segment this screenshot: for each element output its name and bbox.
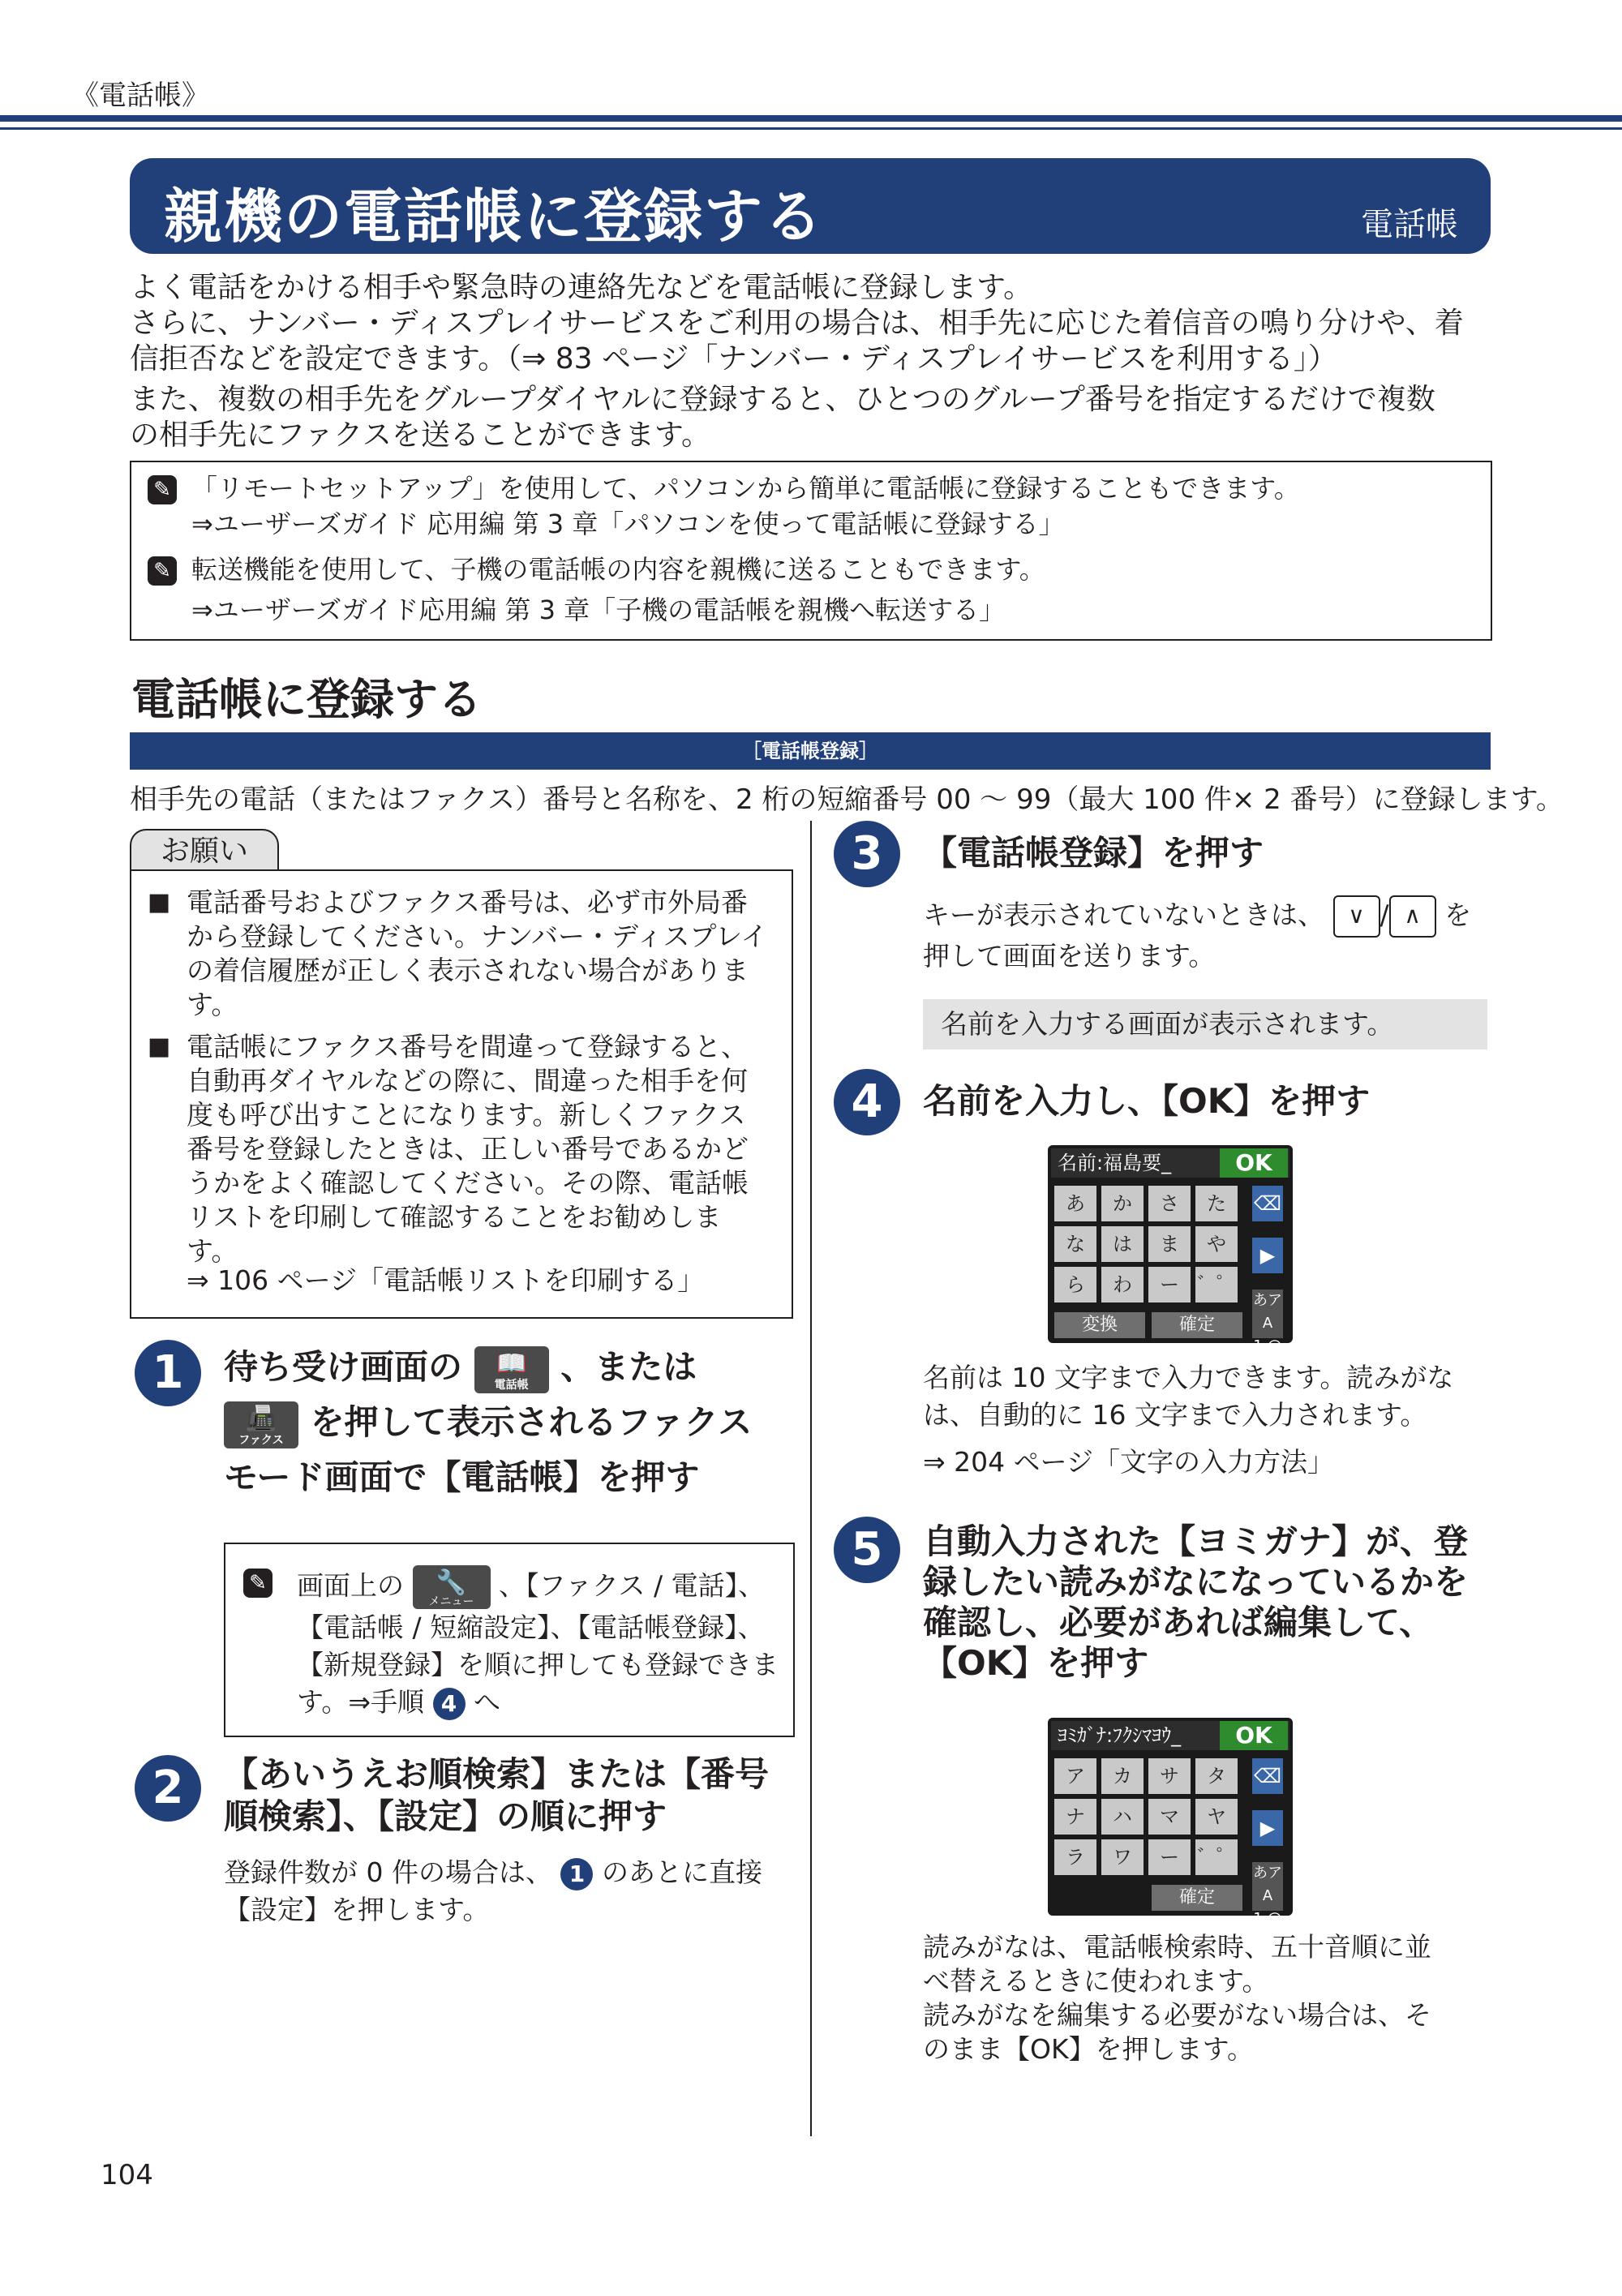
- step1-line: [224, 1340, 792, 1395]
- slash: /: [1380, 899, 1389, 931]
- step5-line: 【OK】を押す: [923, 1643, 1149, 1683]
- step5-title: [923, 1521, 1507, 1684]
- result-band: [923, 999, 1487, 1049]
- subnote-text-part: す。⇒手順: [297, 1686, 425, 1718]
- step1-title: [224, 1340, 792, 1505]
- subnote-text-part: 、【ファクス / 電話】、: [499, 1569, 766, 1602]
- lcd-key[interactable]: ー: [1148, 1839, 1191, 1875]
- lcd-key[interactable]: カ: [1101, 1758, 1144, 1794]
- intro-line: 信拒否などを設定できます。（⇒ 83 ページ「ナンバー・ディスプレイサービスを利用する」）: [130, 342, 1337, 376]
- lcd-ok-button[interactable]: OK: [1220, 1148, 1288, 1178]
- caution-tab: お願い: [130, 829, 279, 871]
- column-divider: [810, 821, 812, 2136]
- input-mode-button[interactable]: [1252, 1862, 1283, 1927]
- icon-label: 電話帳: [494, 1378, 529, 1392]
- lcd-key[interactable]: マ: [1148, 1799, 1191, 1835]
- intro-text: [130, 270, 1492, 458]
- pencil-note-icon: ✎: [148, 556, 177, 586]
- lcd-confirm-button[interactable]: 確定: [1152, 1885, 1242, 1911]
- lcd-key[interactable]: さ: [1148, 1186, 1191, 1221]
- step5-line: 確認し、必要があれば編集して、: [923, 1603, 1434, 1642]
- note-text: 転送機能を使用して、子機の電話帳の内容を親機に送ることもできます。: [191, 554, 1045, 585]
- step2-body-line: [224, 1854, 792, 1891]
- lcd-key[interactable]: な: [1054, 1226, 1096, 1262]
- step-number: 4: [834, 1069, 900, 1135]
- lcd-field: ﾖﾐｶﾞﾅ:ﾌｸｼﾏﾖｳ_: [1051, 1721, 1289, 1750]
- subnote-text-part: へ: [474, 1686, 501, 1718]
- step4-body-line: 名前は 10 文字まで入力できます。読みがな: [923, 1362, 1454, 1393]
- note-row: [148, 470, 1300, 506]
- note-ref: ⇒ユーザーズガイド応用編 第 3 章「子機の電話帳を親機へ転送する」: [191, 594, 1006, 625]
- step2-title: [224, 1753, 792, 1838]
- step4-body: [923, 1359, 1491, 1481]
- lcd-ok-button[interactable]: OK: [1220, 1721, 1288, 1750]
- lcd-convert-button[interactable]: 変換: [1054, 1312, 1145, 1338]
- icon-label: メニュー: [428, 1595, 474, 1608]
- step-number: 3: [834, 821, 900, 887]
- step-number: 5: [834, 1517, 900, 1583]
- page-tag: 電話帳: [1361, 206, 1458, 243]
- lcd-key[interactable]: ゛゜: [1195, 1839, 1238, 1875]
- up-key-icon: ∧: [1389, 895, 1436, 938]
- intro-line: の相手先にファクスを送ることができます。: [130, 418, 711, 452]
- result-text: 名前を入力する画面が表示されます。: [941, 1008, 1394, 1040]
- pencil-note-icon: ✎: [148, 475, 177, 504]
- lcd-key[interactable]: ア: [1054, 1758, 1096, 1794]
- step1-line: モード画面で【電話帳】を押す: [224, 1457, 700, 1497]
- note-row: [148, 551, 1045, 587]
- step-ref-badge: 4: [433, 1688, 466, 1720]
- subnote-line: 【新規登録】を順に押しても登録できま: [297, 1649, 779, 1680]
- page-title: 親機の電話帳に登録する: [164, 182, 825, 251]
- step2-text: 登録件数が 0 件の場合は、: [224, 1856, 552, 1888]
- lcd-key[interactable]: ラ: [1054, 1839, 1096, 1875]
- input-mode-button[interactable]: [1252, 1290, 1283, 1354]
- down-key-icon: ∨: [1333, 895, 1380, 938]
- lcd-key[interactable]: か: [1101, 1186, 1144, 1221]
- mode-label: 1 @: [1253, 1337, 1282, 1354]
- step2-line: 【あいうえお順検索】または【番号: [224, 1754, 770, 1794]
- step4-ref: ⇒ 204 ページ「文字の入力方法」: [923, 1446, 1334, 1478]
- subnote-line: [297, 1565, 783, 1609]
- lcd-key[interactable]: ワ: [1101, 1839, 1144, 1875]
- pencil-note-icon: [243, 1569, 287, 1598]
- page-number: 104: [101, 2159, 153, 2191]
- lcd-key[interactable]: タ: [1195, 1758, 1238, 1794]
- caution-item: [148, 886, 772, 1022]
- menu-button-icon: 🔧 メニュー: [413, 1565, 491, 1609]
- mode-label: あアA: [1253, 1865, 1282, 1904]
- step1-note-box: [224, 1543, 795, 1737]
- caution-ref: [148, 1264, 772, 1298]
- step4-title: 名前を入力し、【OK】を押す: [923, 1081, 1371, 1121]
- step5-body-line: べ替えるときに使われます。: [923, 1965, 1269, 1997]
- step3-text: を: [1444, 899, 1472, 931]
- section-label: 《電話帳》: [71, 79, 209, 112]
- step1-text: を押して表示されるファクス: [310, 1402, 753, 1442]
- backspace-icon[interactable]: ⌫: [1252, 1758, 1283, 1794]
- step4-body-line: は、自動的に 16 文字まで入力されます。: [923, 1399, 1427, 1431]
- step-number: 1: [135, 1340, 201, 1406]
- step2-text: のあとに直接: [601, 1856, 762, 1888]
- caution-ref-text: ⇒ 106 ページ「電話帳リストを印刷する」: [187, 1264, 705, 1296]
- step2-body: [224, 1854, 792, 1929]
- step2-body-line: 【設定】を押します。: [224, 1894, 490, 1925]
- step1-text: 、または: [560, 1347, 697, 1387]
- step3-body-line: [923, 895, 1491, 938]
- section-title: 電話帳に登録する: [131, 674, 482, 725]
- fax-button-icon: 📠 ファクス: [224, 1401, 298, 1448]
- header-rule-thin: [0, 127, 1622, 130]
- lcd-key[interactable]: や: [1195, 1226, 1238, 1262]
- step3-body: [923, 895, 1491, 975]
- lcd-key[interactable]: は: [1101, 1226, 1144, 1262]
- step3-text: キーが表示されていないときは、: [923, 899, 1324, 931]
- caution-box: [130, 869, 793, 1319]
- mode-label: 1 @: [1253, 1910, 1282, 1927]
- lcd-key[interactable]: わ: [1101, 1267, 1144, 1302]
- step5-body-line: 読みがなは、電話帳検索時、五十音順に並: [923, 1931, 1431, 1963]
- lcd-key[interactable]: ナ: [1054, 1799, 1096, 1835]
- step2-line: 順検索】、【設定】の順に押す: [224, 1796, 667, 1836]
- bullet-icon: ■: [148, 1032, 171, 1061]
- note-box: [130, 461, 1492, 641]
- lcd-confirm-button[interactable]: 確定: [1152, 1312, 1242, 1338]
- subnote-text: [297, 1565, 783, 1721]
- step3-title: 【電話帳登録】を押す: [923, 833, 1264, 873]
- lcd-key[interactable]: ま: [1148, 1226, 1191, 1262]
- lcd-key[interactable]: ハ: [1101, 1799, 1144, 1835]
- subnote-line: 【電話帳 / 短縮設定】、【電話帳登録】、: [297, 1611, 765, 1643]
- section-description: 相手先の電話（またはファクス）番号と名称を、2 桁の短縮番号 00 〜 99（最大 100 件× 2 番号）に登録します。: [130, 783, 1564, 816]
- step5-body: [923, 1930, 1507, 2066]
- step3-body-line: 押して画面を送ります。: [923, 940, 1216, 972]
- subnote-text-part: 画面上の: [297, 1569, 404, 1602]
- caution-item: [148, 1030, 772, 1268]
- phonebook-button-icon: 📖 電話帳: [474, 1346, 549, 1393]
- lcd-key[interactable]: ら: [1054, 1267, 1096, 1302]
- lcd-key[interactable]: ヤ: [1195, 1799, 1238, 1835]
- step5-body-line: のまま【OK】を押します。: [923, 2033, 1254, 2065]
- backspace-icon[interactable]: ⌫: [1252, 1186, 1283, 1221]
- subnote-line: [297, 1684, 783, 1721]
- note-ref: ⇒ユーザーズガイド 応用編 第 3 章「パソコンを使って電話帳に登録する」: [191, 509, 1065, 539]
- page-banner: [130, 158, 1491, 254]
- cursor-right-icon[interactable]: ▶: [1252, 1238, 1283, 1273]
- icon-label: ファクス: [238, 1433, 284, 1447]
- bullet-icon: ■: [148, 888, 171, 916]
- step5-body-line: 読みがなを編集する必要がない場合は、そ: [923, 1999, 1431, 2031]
- mode-label: あアA: [1253, 1292, 1282, 1332]
- lcd-key[interactable]: た: [1195, 1186, 1238, 1221]
- header-rule: [0, 115, 1622, 122]
- lcd-field: 名前:福島要_: [1051, 1148, 1289, 1178]
- caution-text: 電話帳にファクス番号を間違って登録すると、自動再ダイヤルなどの際に、間違った相手を何度も呼び出すことになります。新しくファクス番号を登録したときは、正しい番号であるかどうかをよく確認してください。その際、電話帳リストを印刷して確認することをお勧めします。: [187, 1031, 749, 1267]
- intro-line: また、複数の相手先をグループダイヤルに登録すると、ひとつのグループ番号を指定するだけで複数: [130, 383, 1435, 416]
- lcd-key[interactable]: サ: [1148, 1758, 1191, 1794]
- lcd-name-input: [1048, 1145, 1293, 1354]
- pencil-note-icon: ✎: [243, 1569, 272, 1598]
- lcd-key[interactable]: ゛゜: [1195, 1267, 1238, 1302]
- step1-text: 待ち受け画面の: [224, 1347, 463, 1387]
- lcd-key[interactable]: ー: [1148, 1267, 1191, 1302]
- intro-line: よく電話をかける相手や緊急時の連絡先などを電話帳に登録します。: [130, 271, 1033, 304]
- step-ref-badge: 1: [560, 1858, 593, 1890]
- menu-path-bar: ［電話帳登録］: [130, 732, 1491, 770]
- step5-line: 録したい読みがなになっているかを: [923, 1562, 1469, 1602]
- cursor-right-icon[interactable]: ▶: [1252, 1810, 1283, 1846]
- lcd-key[interactable]: あ: [1054, 1186, 1096, 1221]
- intro-line: さらに、ナンバー・ディスプレイサービスをご利用の場合は、相手先に応じた着信音の鳴り分けや、着: [130, 307, 1464, 340]
- note-text: 「リモートセットアップ」を使用して、パソコンから簡単に電話帳に登録することもできます。: [191, 473, 1300, 504]
- step-number: 2: [135, 1755, 201, 1822]
- step1-line: [224, 1395, 792, 1450]
- lcd-reading-input: [1048, 1718, 1293, 1927]
- caution-text: 電話番号およびファクス番号は、必ず市外局番から登録してください。ナンバー・ディスプレイの着信履歴が正しく表示されない場合があります。: [187, 886, 768, 1020]
- step5-line: 自動入力された【ヨミガナ】が、登: [923, 1521, 1469, 1561]
